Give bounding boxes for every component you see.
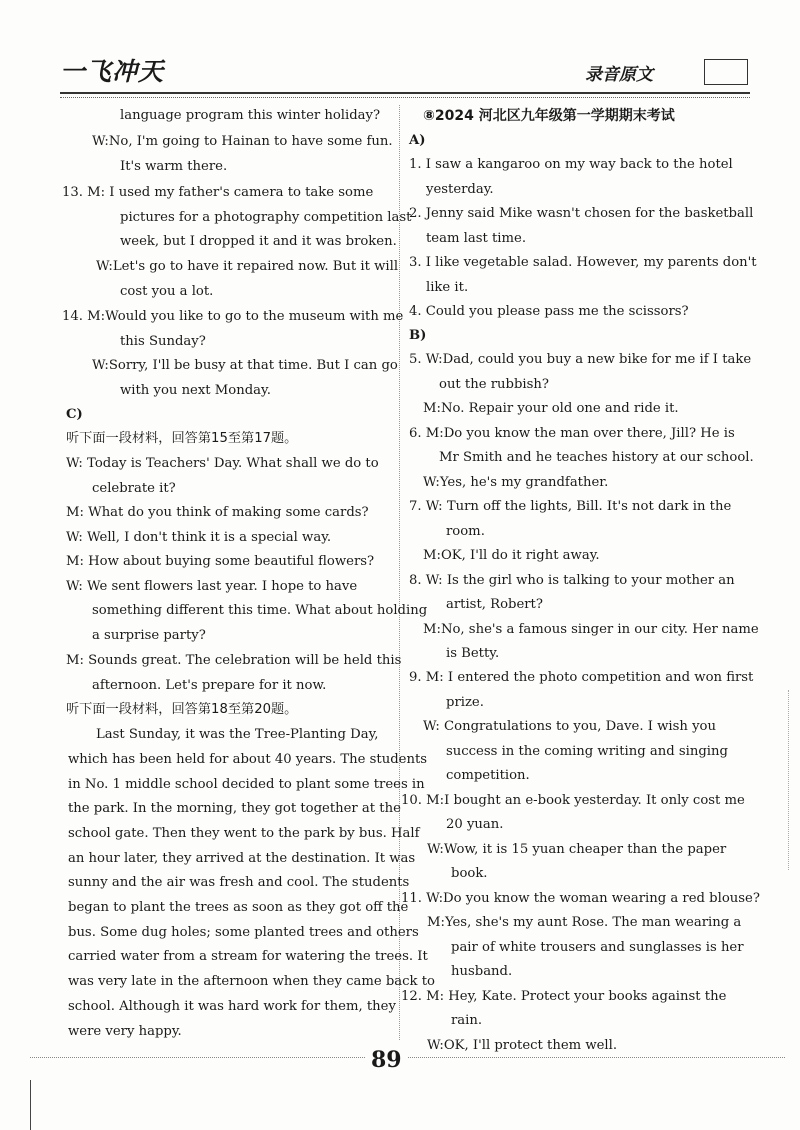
text-line: school gate. Then they went to the park by bus. Half [68,826,420,841]
text-line: W:No, I'm going to Hainan to have some fun. [92,134,393,149]
text-line: W:Let's go to have it repaired now. But it will [96,259,399,274]
text-line: language program this winter holiday? [120,108,381,123]
text-line: room. [446,524,485,539]
text-line: rain. [451,1013,483,1028]
text-line: 6. M:Do you know the man over there, Jill? He is [409,426,735,441]
text-line: book. [451,866,488,881]
text-line: was very late in the afternoon when they came back to [68,974,435,989]
text-line: M:No, she's a famous singer in our city. Her name [423,622,759,637]
text-line: success in the coming writing and singing [446,744,728,759]
text-line: like it. [426,280,469,295]
text-line: cost you a lot. [120,284,214,299]
header-rule [60,92,750,94]
text-line: the park. In the morning, they got together at the [68,801,401,816]
text-line: this Sunday? [120,334,206,349]
text-line: 8. W: Is the girl who is talking to your mother an [409,573,735,588]
text-line: yesterday. [426,182,494,197]
text-line: sunny and the air was fresh and cool. The students [68,875,410,890]
text-line: 4. Could you please pass me the scissors? [409,304,689,319]
text-line: husband. [451,964,513,979]
text-line: M: How about buying some beautiful flowers? [66,554,375,569]
section-heading: C) [66,407,83,422]
text-line: week, but I dropped it and it was broken. [120,234,397,249]
text-line: pair of white trousers and sunglasses is her [451,940,744,955]
brand-title: 一飞冲天 [60,57,165,86]
text-line: which has been held for about 40 years. The students [68,752,428,767]
text-line: with you next Monday. [120,383,271,398]
text-line: W:Sorry, I'll be busy at that time. But I can go [92,358,398,373]
text-line: an hour later, they arrived at the destination. It was [68,851,416,866]
text-line: pictures for a photography competition last [120,210,412,225]
text-line: 12. M: Hey, Kate. Protect your books against the [401,989,727,1004]
text-line: M:No. Repair your old one and ride it. [423,401,679,416]
text-line: W:OK, I'll protect them well. [427,1038,618,1053]
exam-title: ⑧2024 河北区九年级第一学期期末考试 [423,108,675,124]
text-line: team last time. [426,231,527,246]
binding-mark-right [788,690,789,870]
logo-icon [704,59,748,85]
instruction: 听下面一段材料，回答第18至第20题。 [66,702,298,717]
text-line: began to plant the trees as soon as they got off the [68,900,409,915]
text-line: 7. W: Turn off the lights, Bill. It's not dark in the [409,499,732,514]
text-line: carried water from a stream for watering the trees. It [68,949,428,964]
header-rule-dotted [60,97,750,98]
text-line: bus. Some dug holes; some planted trees and others [68,925,419,940]
text-line: artist, Robert? [446,597,543,612]
text-line: 2. Jenny said Mike wasn't chosen for the basketball [409,206,754,221]
text-line: 9. M: I entered the photo competition and won first [409,670,754,685]
text-line: W:Wow, it is 15 yuan cheaper than the paper [427,842,727,857]
text-line: W: We sent flowers last year. I hope to have [66,579,358,594]
page-number: 89 [365,1047,408,1073]
text-line: celebrate it? [92,481,176,496]
text-line: were very happy. [68,1024,182,1039]
text-line: 1. I saw a kangaroo on my way back to the hotel [409,157,733,172]
text-line: W: Today is Teachers' Day. What shall we do to [66,456,379,471]
text-line: M: Sounds great. The celebration will be held this [66,653,402,668]
binding-mark [30,1080,31,1130]
text-line: prize. [446,695,484,710]
text-line: something different this time. What about holding [92,603,428,618]
text-line: 3. I like vegetable salad. However, my parents don't [409,255,757,270]
text-line: a surprise party? [92,628,206,643]
section-label: 录音原文 [585,65,653,85]
text-line: is Betty. [446,646,500,661]
text-line: afternoon. Let's prepare for it now. [92,678,327,693]
text-line: W: Congratulations to you, Dave. I wish you [423,719,716,734]
text-line: 11. W:Do you know the woman wearing a red blouse? [401,891,760,906]
text-line: 20 yuan. [446,817,504,832]
text-line: It's warm there. [120,159,228,174]
text-line: 14. M:Would you like to go to the museum with me [62,309,404,324]
section-heading: A) [409,133,426,148]
text-line: out the rubbish? [439,377,549,392]
text-line: school. Although it was hard work for them, they [68,999,396,1014]
section-heading: B) [409,328,427,343]
text-line: 5. W:Dad, could you buy a new bike for me if I take [409,352,752,367]
text-line: M:Yes, she's my aunt Rose. The man wearing a [427,915,742,930]
text-line: W:Yes, he's my grandfather. [423,475,609,490]
text-line: M: What do you think of making some cards? [66,505,369,520]
text-line: competition. [446,768,530,783]
text-line: 13. M: I used my father's camera to take some [62,185,374,200]
text-line: in No. 1 middle school decided to plant some trees in [68,777,425,792]
text-line: M:OK, I'll do it right away. [423,548,600,563]
instruction: 听下面一段材料，回答第15至第17题。 [66,431,298,446]
text-line: 10. M:I bought an e-book yesterday. It only cost me [401,793,745,808]
text-line: Last Sunday, it was the Tree-Planting Day, [96,727,379,742]
page-header [0,0,800,100]
text-line: Mr Smith and he teaches history at our school. [439,450,754,465]
text-line: W: Well, I don't think it is a special way. [66,530,332,545]
